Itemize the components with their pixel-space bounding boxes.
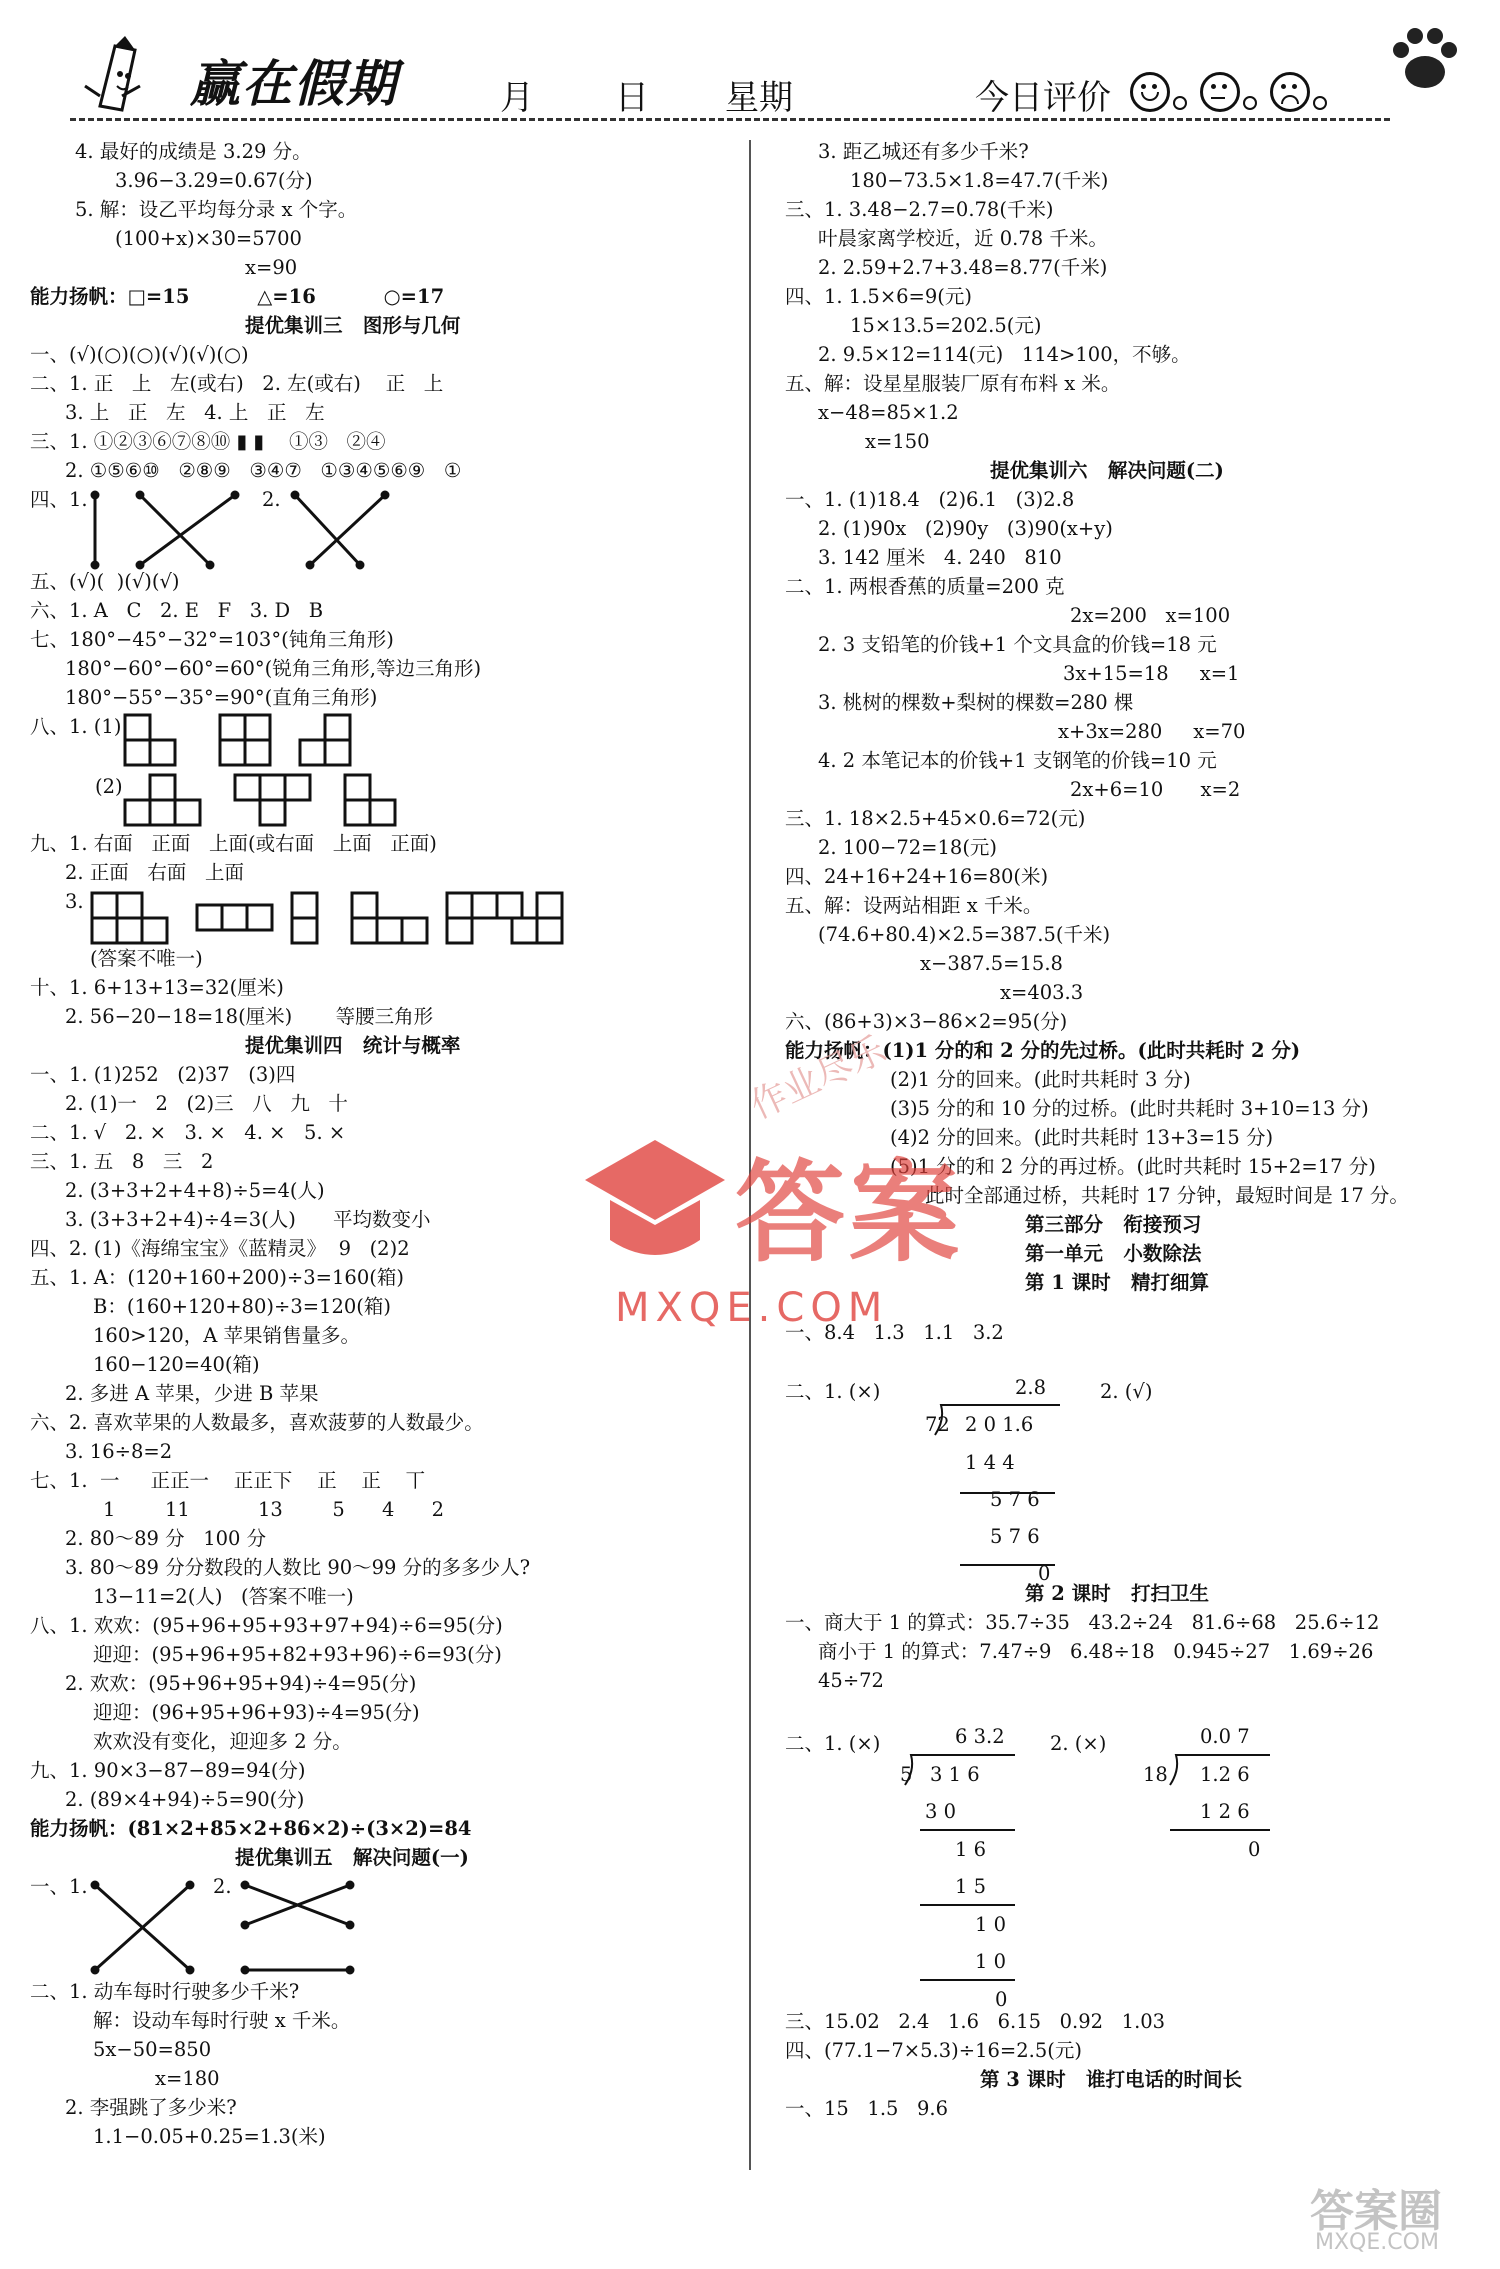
answer-line: 15×13.5=202.5(元) (850, 314, 1042, 337)
sad-face-icon (1270, 72, 1310, 112)
answer-line: 2. (89×4+94)÷5=90(分) (65, 1788, 305, 1811)
answer-line: 六、(86+3)×3−86×2=95(分) (785, 1010, 1068, 1033)
answer-line: 2. (3+3+2+4+8)÷5=4(人) (65, 1179, 325, 1202)
answer-line: 2. (√) (1100, 1380, 1153, 1403)
division-step: 0 (1248, 1838, 1261, 1861)
answer-line: 三、15.02 2.4 1.6 6.15 0.92 1.03 (785, 2010, 1166, 2033)
answer-line: 2. 9.5×12=114(元) 114>100，不够。 (818, 343, 1191, 366)
section-heading: 提优集训三 图形与几何 (245, 314, 461, 337)
answer-line: 2. 100−72=18(元) (818, 836, 998, 859)
division-step: 1 2 6 (1200, 1800, 1250, 1823)
cube-views-figure (125, 715, 395, 835)
answer-line: 2. 2.59+2.7+3.48=8.77(千米) (818, 256, 1108, 279)
quotient: 2.8 (1015, 1376, 1047, 1399)
answer-line: B：(160+120+80)÷3=120(箱) (93, 1295, 391, 1318)
divisor: 72 (925, 1413, 950, 1436)
page-header (60, 36, 1480, 126)
graduation-cap-icon (575, 1120, 735, 1280)
answer-line: 四、(77.1−7×5.3)÷16=2.5(元) (785, 2039, 1082, 2062)
section-heading: 能力扬帆：□=15 △=16 ○=17 (30, 285, 445, 308)
answer-line: 四、2. (1)《海绵宝宝》《蓝精灵》 9 (2)2 (30, 1237, 410, 1260)
answer-line: x=180 (155, 2067, 220, 2090)
answer-line: 解：设动车每时行驶 x 千米。 (93, 2009, 351, 2032)
answer-line: 九、1. 90×3−87−89=94(分) (30, 1759, 306, 1782)
dividend: 1.2 6 (1200, 1763, 1250, 1786)
answer-line: 四、24+16+24+16=80(米) (785, 865, 1049, 888)
section-heading: 能力扬帆：(1)1 分的和 2 分的先过桥。(此时共耗时 2 分) (785, 1039, 1301, 1062)
answer-line: 4. 最好的成绩是 3.29 分。 (75, 140, 312, 163)
happy-face-icon (1130, 72, 1170, 112)
section-heading: 第三部分 衔接预习 (1025, 1213, 1202, 1236)
section-heading: 提优集训六 解决问题(二) (990, 459, 1224, 482)
division-step: 1 4 4 (965, 1451, 1015, 1474)
answer-line: 3. 16÷8=2 (65, 1440, 173, 1463)
answer-line: 3. (65, 890, 84, 913)
answer-line: 一、1. (1)252 (2)37 (3)四 (30, 1063, 296, 1086)
section-heading: 第 2 课时 打扫卫生 (1025, 1582, 1210, 1605)
answer-line: 3. 上 正 左 4. 上 正 左 (65, 401, 325, 424)
day-label: 日 (615, 78, 649, 118)
answer-line: 五、解：设两站相距 x 千米。 (785, 894, 1043, 917)
answer-line: 七、1. 一 正正一 正正下 正 正 丅 (30, 1469, 426, 1492)
answer-line: 六、2. 喜欢苹果的人数最多，喜欢菠萝的人数最少。 (30, 1411, 484, 1434)
answer-line: x=403.3 (1000, 981, 1084, 1004)
weekday-label: 星期 (725, 78, 793, 118)
answer-line: 2x+6=10 x=2 (1070, 778, 1241, 801)
circle-separator (1313, 96, 1327, 110)
section-heading: 能力扬帆：(81×2+85×2+86×2)÷(3×2)=84 (30, 1817, 472, 1840)
answer-line: 一、商大于 1 的算式：35.7÷35 43.2÷24 81.6÷68 25.6÷12 (785, 1611, 1380, 1634)
three-views-figure (92, 893, 592, 948)
answer-line: (74.6+80.4)×2.5=387.5(千米) (818, 923, 1111, 946)
answer-line: 二、1. 两根香蕉的质量=200 克 (785, 575, 1065, 598)
answer-line: 欢欢没有变化，迎迎多 2 分。 (93, 1730, 352, 1753)
section-heading: 提优集训五 解决问题(一) (235, 1846, 469, 1869)
section-heading: 提优集训四 统计与概率 (245, 1034, 461, 1057)
division-step: 1 0 (975, 1913, 1007, 1936)
paw-print-icon (1385, 20, 1465, 100)
matching-lines-figure-2 (290, 490, 400, 570)
answer-line: 3.96−3.29=0.67(分) (115, 169, 313, 192)
division-step: 0 (995, 1988, 1008, 2011)
answer-line: 2. 李强跳了多少米? (65, 2096, 237, 2119)
answer-line: 一、15 1.5 9.6 (785, 2097, 949, 2120)
answer-line: 1 11 13 5 4 2 (103, 1498, 444, 1521)
section-heading: 第一单元 小数除法 (1025, 1242, 1202, 1265)
divisor: 18 (1143, 1763, 1168, 1786)
division-step: 1 6 (955, 1838, 987, 1861)
answer-line: 二、1. 动车每时行驶多少千米? (30, 1980, 300, 2003)
answer-line: 5x−50=850 (93, 2038, 212, 2061)
answer-line: 八、1. (1) (30, 715, 122, 738)
answer-line: (4)2 分的回来。(此时共耗时 13+3=15 分) (890, 1126, 1274, 1149)
answer-line: 2. ①⑤⑥⑩ ②⑧⑨ ③④⑦ ①③④⑤⑥⑨ ① (65, 459, 462, 482)
division-bracket-lines (1170, 1755, 1280, 1835)
matching-lines-figure-4 (240, 1880, 360, 1980)
answer-line: (100+x)×30=5700 (115, 227, 302, 250)
answer-line: 2. 80～89 分 100 分 (65, 1527, 267, 1550)
watermark-url: MXQE.COM (615, 1285, 889, 1331)
answer-line: 2. 正面 右面 上面 (65, 861, 244, 884)
dividend: 2 0 1.6 (965, 1413, 1034, 1436)
evaluation-label: 今日评价 (975, 78, 1111, 118)
divisor: 5 (900, 1763, 913, 1786)
answer-line: 2. (1)90x (2)90y (3)90(x+y) (818, 517, 1113, 540)
answer-line: 商小于 1 的算式：7.47÷9 6.48÷18 0.945÷27 1.69÷26 (818, 1640, 1374, 1663)
corner-logo-url: MXQE.COM (1315, 2230, 1439, 2255)
answer-line: 十、1. 6+13+13=32(厘米) (30, 976, 284, 999)
answer-line: x+3x=280 x=70 (1058, 720, 1246, 743)
answer-line: 13−11=2(人) (答案不唯一) (93, 1585, 354, 1608)
neutral-face-icon (1200, 72, 1240, 112)
division-step: 3 0 (925, 1800, 957, 1823)
watermark-small-text: 作业尽乐 (744, 1029, 893, 1128)
answer-line: 180°−55°−35°=90°(直角三角形) (65, 686, 378, 709)
answer-line: 2. 多进 A 苹果，少进 B 苹果 (65, 1382, 319, 1405)
answer-line: 五、解：设星星服装厂原有布料 x 米。 (785, 372, 1121, 395)
answer-line: 3. 桃树的棵数+梨树的棵数=280 棵 (818, 691, 1134, 714)
answer-line: 3x+15=18 x=1 (1063, 662, 1240, 685)
corner-logo-text: 答案圈 (1310, 2186, 1442, 2237)
answer-line: 一、1. (1)18.4 (2)6.1 (3)2.8 (785, 488, 1075, 511)
answer-line: 3. (3+3+2+4)÷4=3(人) 平均数变小 (65, 1208, 431, 1231)
answer-line: 2. 3 支铅笔的价钱+1 个文具盒的价钱=18 元 (818, 633, 1217, 656)
answer-line: 2. (262, 488, 281, 511)
matching-lines-figure-3 (90, 1880, 200, 1980)
answer-line: 六、1. A C 2. E F 3. D B (30, 599, 324, 622)
answer-line: 4. 2 本笔记本的价钱+1 支钢笔的价钱=10 元 (818, 749, 1217, 772)
answer-line: 180°−60°−60°=60°(锐角三角形,等边三角形) (65, 657, 482, 680)
answer-line: 2. (1)一 2 (2)三 八 九 十 (65, 1092, 348, 1115)
matching-lines-figure-1 (85, 490, 255, 570)
answer-line: 三、1. 3.48−2.7=0.78(千米) (785, 198, 1054, 221)
division-step: 1 0 (975, 1950, 1007, 1973)
answer-line: 1.1−0.05+0.25=1.3(米) (93, 2125, 326, 2148)
answer-line: (答案不唯一) (90, 947, 203, 970)
answer-line: 四、1. 1.5×6=9(元) (785, 285, 973, 308)
section-heading: 第 1 课时 精打细算 (1025, 1271, 1210, 1294)
answer-line: (2)1 分的回来。(此时共耗时 3 分) (890, 1068, 1191, 1091)
answer-line: 一、1. (30, 1875, 88, 1898)
answer-line: 迎迎：(96+95+96+93)÷4=95(分) (93, 1701, 420, 1724)
quotient: 6 3.2 (955, 1725, 1005, 1748)
answer-line: 2. (×) (1050, 1732, 1107, 1755)
brand-title: 赢在假期 (190, 55, 398, 113)
answer-line: 180−73.5×1.8=47.7(千米) (850, 169, 1109, 192)
answer-line: (5)1 分的和 2 分的再过桥。(此时共耗时 15+2=17 分) (890, 1155, 1376, 1178)
answer-line: 3. 80～89 分分数段的人数比 90～99 分的多多少人? (65, 1556, 531, 1579)
answer-line: x=150 (865, 430, 930, 453)
answer-line: 九、1. 右面 正面 上面(或右面 上面 正面) (30, 832, 437, 855)
answer-line: 2x=200 x=100 (1070, 604, 1231, 627)
division-step: 5 7 6 (990, 1488, 1040, 1511)
month-label: 月 (500, 78, 534, 118)
answer-line: (3)5 分的和 10 分的过桥。(此时共耗时 3+10=13 分) (890, 1097, 1369, 1120)
answer-line: 四、1. (30, 488, 88, 511)
answer-line: 八、1. 欢欢：(95+96+95+93+97+94)÷6=95(分) (30, 1614, 503, 1637)
section-heading: 第 3 课时 谁打电话的时间长 (980, 2068, 1243, 2091)
circle-separator (1243, 96, 1257, 110)
answer-line: 三、1. ①②③⑥⑦⑧⑩ ▮ ▮ ①③ ②④ (30, 430, 386, 453)
answer-line: 2. (213, 1875, 232, 1898)
dividend: 3 1 6 (930, 1763, 980, 1786)
division-step: 1 5 (955, 1875, 987, 1898)
corner-watermark-logo (1310, 2175, 1490, 2265)
answer-line: x−387.5=15.8 (920, 952, 1063, 975)
division-step: 0 (1038, 1562, 1051, 1585)
brand-logo (80, 36, 400, 122)
watermark-text: 答案 (735, 1149, 963, 1277)
answer-line: 2. 56−20−18=18(厘米) 等腰三角形 (65, 1005, 434, 1028)
answer-line: 160−120=40(箱) (93, 1353, 260, 1376)
answer-line: 一、8.4 1.3 1.1 3.2 (785, 1321, 1004, 1344)
pencil-mascot-icon (80, 36, 170, 116)
answer-line: 此时全部通过桥，共耗时 17 分钟，最短时间是 17 分。 (925, 1184, 1409, 1207)
circle-separator (1173, 96, 1187, 110)
quotient: 0.0 7 (1200, 1725, 1250, 1748)
answer-line: 五、1. A：(120+160+200)÷3=160(箱) (30, 1266, 404, 1289)
answer-line: 160>120，A 苹果销售量多。 (93, 1324, 361, 1347)
answer-line: 五、(√)( )(√)(√) (30, 570, 180, 593)
answer-line: 三、1. 18×2.5+45×0.6=72(元) (785, 807, 1086, 830)
answer-line: x=90 (245, 256, 298, 279)
answer-line: 3. 距乙城还有多少千米? (818, 140, 1029, 163)
answer-line: 5. 解：设乙平均每分录 x 个字。 (75, 198, 358, 221)
division-step: 5 7 6 (990, 1525, 1040, 1548)
answer-line: 七、180°−45°−32°=103°(钝角三角形) (30, 628, 394, 651)
answer-line: 二、1. (×) (785, 1380, 881, 1403)
answer-line: 叶晨家离学校近，近 0.78 千米。 (818, 227, 1108, 250)
answer-line: 三、1. 五 8 三 2 (30, 1150, 214, 1173)
answer-line: 一、(√)(○)(○)(√)(√)(○) (30, 343, 249, 366)
answer-line: 3. 142 厘米 4. 240 810 (818, 546, 1062, 569)
answer-line: 迎迎：(95+96+95+82+93+96)÷6=93(分) (93, 1643, 502, 1666)
answer-line: 二、1. 正 上 左(或右) 2. 左(或右) 正 上 (30, 372, 444, 395)
header-dashed-rule (70, 118, 1390, 121)
answer-line: x−48=85×1.2 (818, 401, 959, 424)
answer-line: 二、1. √ 2. × 3. × 4. × 5. × (30, 1121, 346, 1144)
answer-line: 二、1. (×) (785, 1732, 881, 1755)
answer-line: 45÷72 (818, 1669, 884, 1692)
answer-line: 2. 欢欢：(95+96+95+94)÷4=95(分) (65, 1672, 417, 1695)
answer-line: (2) (95, 775, 123, 798)
